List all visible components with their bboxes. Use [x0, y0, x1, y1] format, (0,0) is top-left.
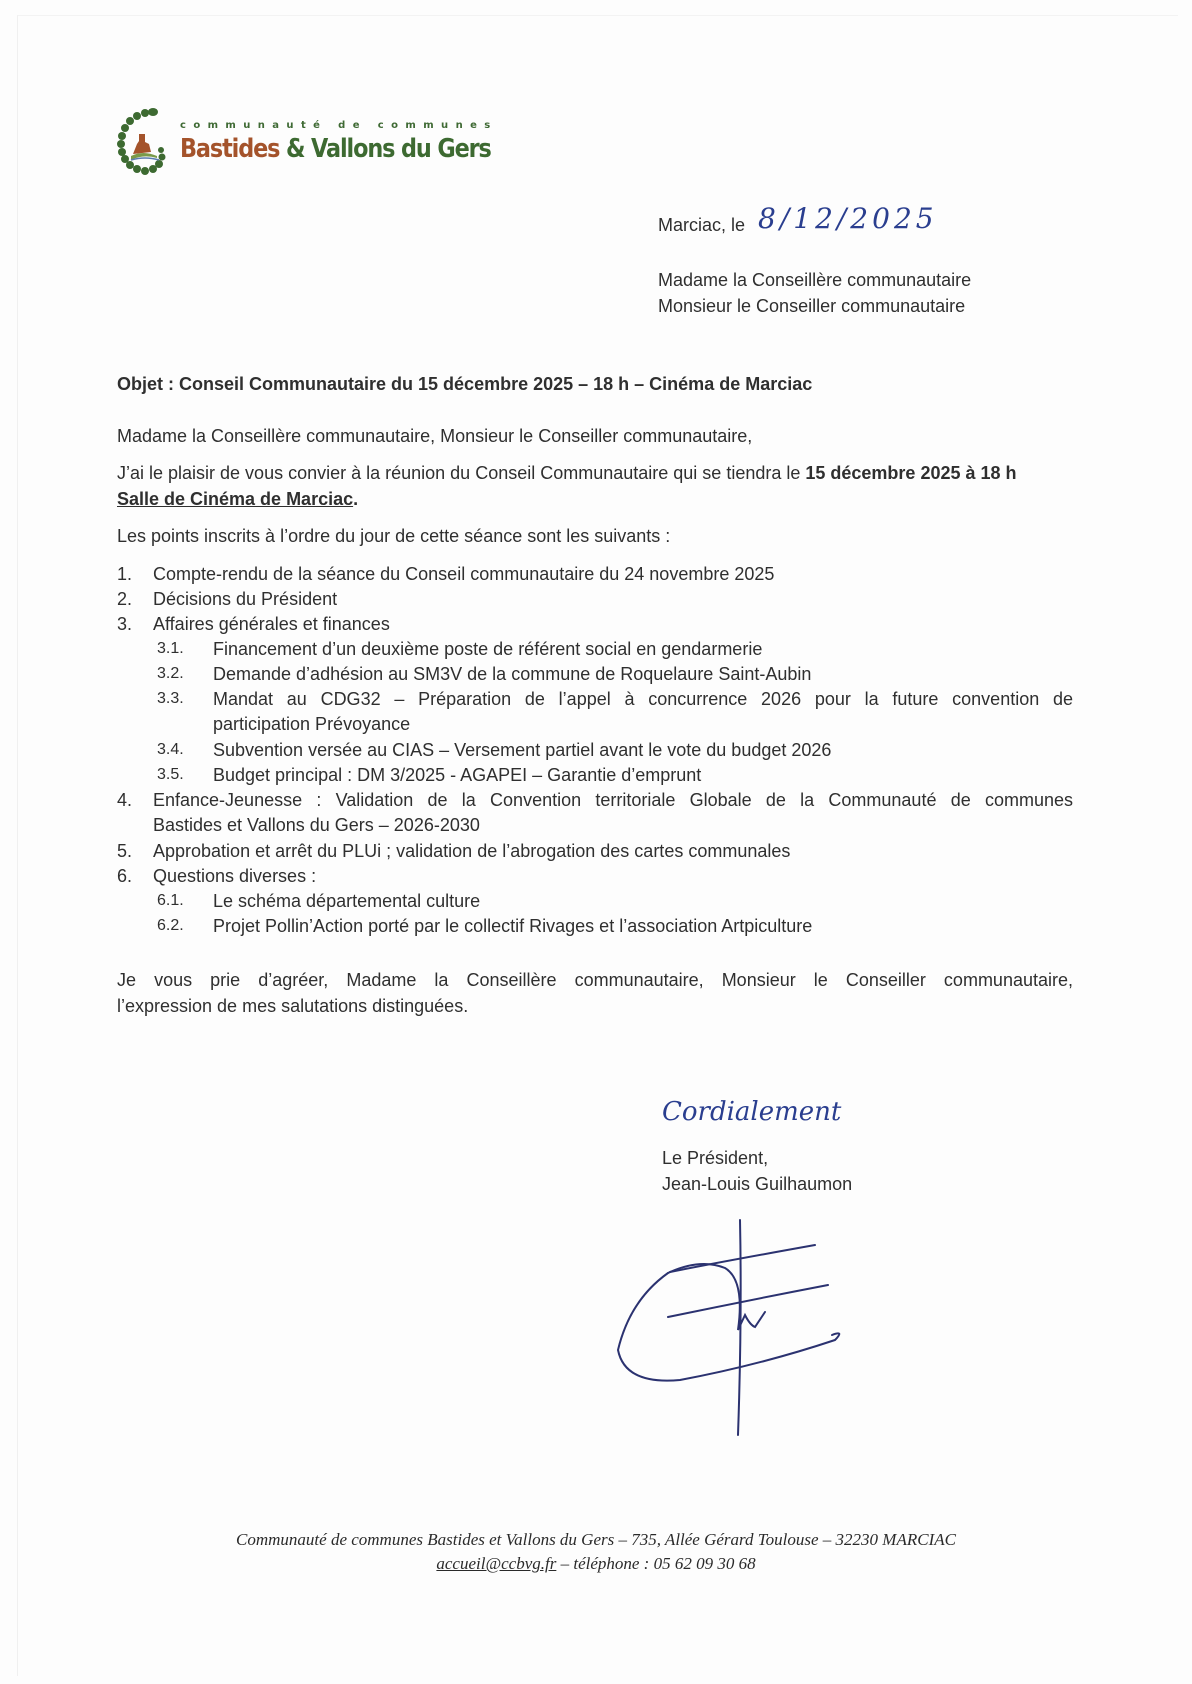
- agenda-item-3-3-line-1: Mandat au CDG32 – Préparation de l’appel à concurrence 2026 pour la future convention de: [213, 689, 1073, 709]
- footer-contact: [0, 1554, 1192, 1574]
- agenda-intro: Les points inscrits à l’ordre du jour de cette séance sont les suivants :: [117, 526, 671, 546]
- agenda-item-3-1-number: 3.1.: [157, 640, 184, 657]
- signatory-name: Jean-Louis Guilhaumon: [662, 1174, 853, 1194]
- agenda-item-6-number: 6.: [117, 866, 133, 886]
- agenda-item-2-number: 2.: [117, 589, 133, 609]
- logo-name-part2: & Vallons du Gers: [286, 134, 491, 164]
- agenda-item-6-2: Projet Pollin’Action porté par le collectif Rivages et l’association Artpiculture: [213, 916, 813, 936]
- logo-name: [180, 134, 491, 164]
- agenda-item-5: Approbation et arrêt du PLUi ; validation de l’abrogation des cartes communales: [153, 841, 791, 861]
- footer-address: Communauté de communes Bastides et Vallons du Gers – 735, Allée Gérard Toulouse – 32230 MARCIAC: [236, 1530, 956, 1549]
- logo: [115, 106, 498, 186]
- subject-line: Objet : Conseil Communautaire du 15 décembre 2025 – 18 h – Cinéma de Marciac: [117, 374, 813, 394]
- agenda-item-3-3-line-2: participation Prévoyance: [213, 714, 411, 734]
- agenda-item-3-3-number: 3.3.: [157, 690, 184, 707]
- agenda-item-3-2-number: 3.2.: [157, 665, 184, 682]
- invitation-paragraph: [117, 461, 1017, 485]
- signatory-title: Le Président,: [662, 1148, 769, 1168]
- invitation-venue-line: [117, 487, 358, 511]
- logo-name-part1: Bastides: [180, 134, 280, 164]
- agenda-item-6-1: Le schéma départemental culture: [213, 891, 481, 911]
- recipient-line-1: Madame la Conseillère communautaire: [658, 270, 972, 290]
- agenda-item-1-number: 1.: [117, 564, 133, 584]
- agenda-item-4-line-1: Enfance-Jeunesse : Validation de la Convention territoriale Globale de la Communauté de communes: [153, 790, 1073, 810]
- date-place: Marciac, le: [658, 215, 746, 235]
- agenda-item-3-5: Budget principal : DM 3/2025 - AGAPEI – Garantie d’emprunt: [213, 765, 702, 785]
- invitation-venue: Salle de Cinéma de Marciac: [117, 489, 354, 509]
- closing-line-2: l’expression de mes salutations distinguées.: [117, 996, 469, 1016]
- agenda-item-3-number: 3.: [117, 614, 133, 634]
- agenda-item-3-4: Subvention versée au CIAS – Versement partiel avant le vote du budget 2026: [213, 740, 832, 760]
- agenda-item-3-4-number: 3.4.: [157, 741, 184, 758]
- agenda-item-4-line-2: Bastides et Vallons du Gers – 2026-2030: [153, 815, 480, 835]
- agenda-item-3-2: Demande d’adhésion au SM3V de la commune de Roquelaure Saint-Aubin: [213, 664, 812, 684]
- recipient-line-2: Monsieur le Conseiller communautaire: [658, 296, 966, 316]
- logo-subtitle: communauté de communes: [180, 120, 498, 131]
- agenda-item-6-1-number: 6.1.: [157, 892, 184, 909]
- footer-email-link[interactable]: accueil@ccbvg.fr: [436, 1554, 557, 1573]
- handwritten-closing: Cordialement: [662, 1097, 842, 1127]
- agenda-item-6: Questions diverses :: [153, 866, 317, 886]
- salutation: Madame la Conseillère communautaire, Monsieur le Conseiller communautaire,: [117, 426, 753, 446]
- agenda-item-3: Affaires générales et finances: [153, 614, 390, 634]
- signature-icon: [600, 1200, 860, 1450]
- agenda-item-3-5-number: 3.5.: [157, 766, 184, 783]
- logo-emblem-icon: [115, 106, 175, 186]
- invitation-text: J’ai le plaisir de vous convier à la réunion du Conseil Communautaire qui se tiendra le: [117, 463, 806, 483]
- invitation-venue-suffix: .: [353, 489, 359, 509]
- agenda-item-4-number: 4.: [117, 790, 133, 810]
- agenda-item-5-number: 5.: [117, 841, 133, 861]
- agenda-item-1: Compte-rendu de la séance du Conseil communautaire du 24 novembre 2025: [153, 564, 775, 584]
- invitation-date: 15 décembre 2025 à 18 h: [805, 463, 1017, 483]
- footer-phone: – téléphone : 05 62 09 30 68: [556, 1554, 756, 1573]
- agenda-item-2: Décisions du Président: [153, 589, 338, 609]
- closing-line-1: Je vous prie d’agréer, Madame la Conseillère communautaire, Monsieur le Conseiller communautaire,: [117, 970, 1073, 990]
- handwritten-date: 8/12/2025: [758, 202, 938, 235]
- agenda-item-3-1: Financement d’un deuxième poste de référent social en gendarmerie: [213, 639, 763, 659]
- agenda-item-6-2-number: 6.2.: [157, 917, 184, 934]
